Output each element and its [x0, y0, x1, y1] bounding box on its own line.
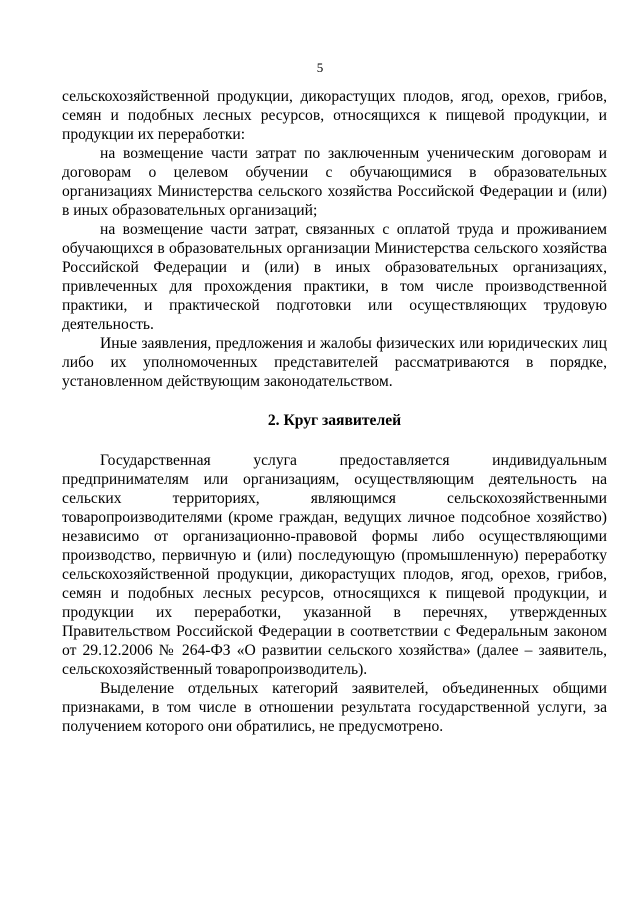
page-number: 5 [316, 60, 324, 75]
paragraph-training-contracts: на возмещение части затрат по заключенным ученическим договорам и договорам о целевом обучении с обучающимися в образовательных организациях Министерства сельского хозяйства Российской Федерации и (или) в иных образовательных организаций; [62, 145, 607, 219]
section-heading: 2. Круг заявителей [267, 412, 402, 429]
paragraph-categories: Выделение отдельных категорий заявителей, объединенных общими признаками, в том числе в отношении результата государственной услуги, за получением которого они обратились, не предусмотрено. [62, 680, 607, 735]
paragraph-other-applications: Иные заявления, предложения и жалобы физических или юридических лиц либо их уполномоченных представителей рассматриваются в порядке, установленном действующим законодательством. [62, 335, 607, 390]
paragraph-continuation: сельскохозяйственной продукции, дикорастущих плодов, ягод, орехов, грибов, семян и подобных лесных ресурсов, относящихся к пищевой продукции, и продукции их переработки: [62, 88, 607, 143]
paragraph-service-recipients: Государственная услуга предоставляется индивидуальным предпринимателям или организациям, осуществляющим деятельность на сельских территориях, являющимся сельскохозяйственными товаропроизводителями (кроме граждан, ведущих личное подсобное хозяйство) независимо от организационно-правовой формы либо осуществляющими производство, первичную и (или) последующую (промышленную) переработку сельскохозяйственной продукции, дикорастущих плодов, ягод, орехов, грибов, семян и подобных лесных ресурсов, относящихся к пищевой продукции, и продукции их переработки, указанной в перечнях, утвержденных Правительством Российской Федерации в соответствии с Федеральным законом от 29.12.2006 № 264-ФЗ «О развитии сельского хозяйства» (далее – заявитель, сельскохозяйственный товаропроизводитель). [62, 452, 607, 678]
document-body [62, 87, 607, 736]
paragraph-practice-costs: на возмещение части затрат, связанных с оплатой труда и проживанием обучающихся в образовательных организации Министерства сельского хозяйства Российской Федерации и (или) в иных образовательных организациях, привлеченных для прохождения практики, в том числе производственной практики, и практической подготовки или осуществляющих трудовую деятельность. [62, 221, 607, 333]
